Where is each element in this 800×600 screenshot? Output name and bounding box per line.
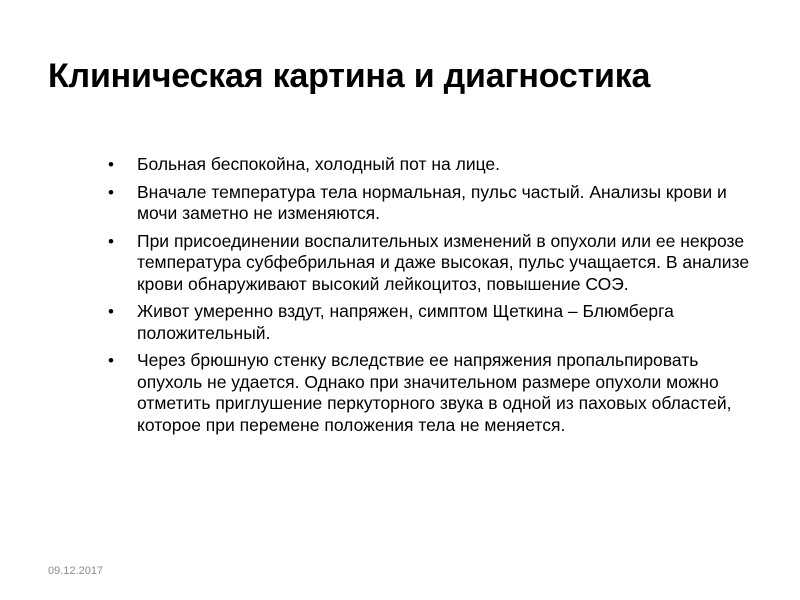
- bullet-text: Живот умеренно вздут, напряжен, симптом Щеткина – Блюмберга положительный.: [137, 301, 674, 343]
- bullet-dot-icon: •: [108, 302, 114, 321]
- bullet-text: Вначале температура тела нормальная, пульс частый. Анализы крови и мочи заметно не изменяются.: [137, 181, 727, 223]
- bullet-item: [108, 350, 768, 436]
- bullet-text: Больная беспокойна, холодный пот на лице.: [137, 154, 501, 174]
- slide-date: 09.12.2017: [48, 565, 104, 577]
- bullet-item: [108, 182, 768, 225]
- slide-title: Клиническая картина и диагностика: [48, 57, 651, 95]
- bullet-dot-icon: •: [108, 351, 114, 370]
- bullet-item: [108, 301, 768, 344]
- bullet-text: При присоединении воспалительных изменений в опухоли или ее некрозе температура субфебрильная и даже высокая, пульс учащается. В анализе крови обнаруживают высокий лейкоцитоз, повышение СОЭ.: [137, 230, 750, 294]
- bullet-text: Через брюшную стенку вследствие ее напряжения пропальпировать опухоль не удается. Однако при значительном размере опухоли можно отметить приглушение перкуторного звука в одной из паховых областей, которое при перемене положения тела не меняется.: [137, 350, 732, 435]
- bullet-dot-icon: •: [108, 182, 114, 202]
- bullet-item: [108, 231, 768, 296]
- bullet-item: [108, 154, 768, 176]
- bullet-dot-icon: •: [108, 231, 114, 251]
- bullet-dot-icon: •: [108, 155, 114, 174]
- bullet-list: [108, 154, 768, 442]
